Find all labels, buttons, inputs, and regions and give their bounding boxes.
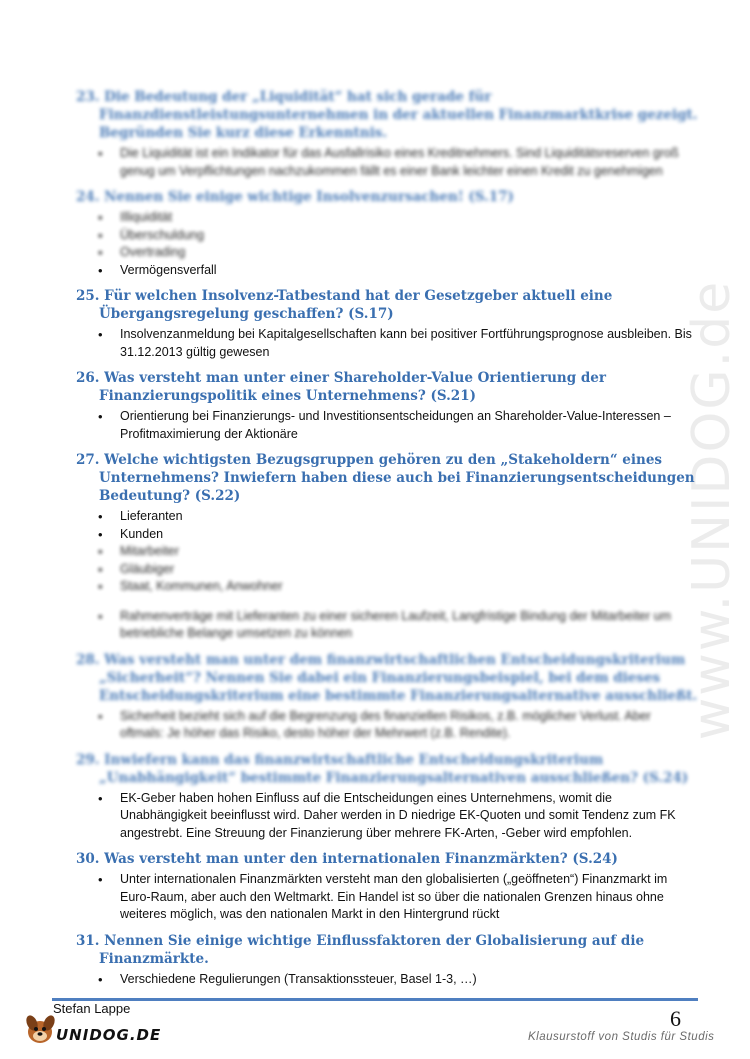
question-23	[76, 88, 698, 180]
list-item: • Die Liquidität ist ein Indikator für das Ausfallrisiko eines Kreditnehmers. Sind Liquiditätsreserven groß genug um Verpflichtungen nachzukommen fällt es einer Bank leichter einen Kredit zu genehmigen	[76, 145, 698, 180]
answer-list	[76, 408, 698, 443]
question-title: 28. Was versteht man unter dem finanzwirtschaftlichen Entscheidungskriterium „Sicherheit“? Nennen Sie dabei ein Finanzierungsbeispiel, bei dem dieses Entscheidungskriterium eine bestimmte Finanzierungsalternative ausschließt.	[76, 651, 698, 704]
answer-list	[76, 326, 698, 361]
question-31	[76, 932, 698, 989]
list-item: • Verschiedene Regulierungen (Transaktionssteuer, Basel 1-3, …)	[76, 971, 698, 989]
answer-list	[76, 790, 698, 843]
list-item: • Überschuldung	[76, 227, 698, 245]
question-27	[76, 451, 698, 643]
question-title: 30. Was versteht man unter den internationalen Finanzmärkten? (S.24)	[76, 851, 618, 867]
list-item: • Gläubiger	[76, 561, 698, 579]
list-item: • Overtrading	[76, 244, 698, 262]
watermark-text: www.UNIDOG.de	[682, 279, 742, 741]
answer-list	[76, 508, 698, 596]
list-item: • Unter internationalen Finanzmärkten versteht man den globalisierten („geöffneten“) Finanzmarkt im Euro-Raum, aber auch den Weltmarkt. Ein Handel ist so über die nationalen Grenzen hinaus ohne weiteres möglich, was den nationalen Markt in den Hintergrund rückt	[76, 871, 698, 924]
question-29	[76, 751, 698, 843]
answer-list	[76, 145, 698, 180]
question-26	[76, 369, 698, 443]
question-30	[76, 850, 698, 924]
document-body	[76, 88, 698, 996]
unidog-logo	[24, 1012, 162, 1048]
logo-text: UNIDOG.DE	[56, 1026, 162, 1044]
list-item: • Illiquidität	[76, 209, 698, 227]
dog-mascot-icon	[24, 1012, 58, 1046]
answer-list	[76, 209, 698, 279]
list-item: • Orientierung bei Finanzierungs- und Investitionsentscheidungen an Shareholder-Value-Interessen – Profitmaximierung der Aktionäre	[76, 408, 698, 443]
answer-list	[76, 708, 698, 743]
page-number: 6	[670, 1006, 681, 1031]
footer-claim: Klausurstoff von Studis für Studis	[528, 1031, 715, 1043]
list-item: • Vermögensverfall	[76, 262, 698, 280]
question-25	[76, 287, 698, 361]
list-item: • Kunden	[76, 526, 698, 544]
list-item: • Insolvenzanmeldung bei Kapitalgesellschaften kann bei positiver Fortführungsprognose ausbleiben. Bis 31.12.2013 gültig gewesen	[76, 326, 698, 361]
question-title: 23. Die Bedeutung der „Liquidität“ hat sich gerade für Finanzdienstleistungsunternehmen in der aktuellen Finanzmarktkrise gezeigt. Begründen Sie kurz diese Erkenntnis.	[76, 89, 698, 141]
footer-divider	[52, 998, 698, 1001]
answer-list	[76, 608, 698, 643]
list-item: • EK-Geber haben hohen Einfluss auf die Entscheidungen eines Unternehmens, womit die Unabhängigkeit beeinflusst wird. Daher werden in D niedrige EK-Quoten und somit Tendenz zum FK angestrebt. Eine Streuung der Finanzierung über mehrere FK-Arten, -Geber wird empfohlen.	[76, 790, 698, 843]
question-24	[76, 188, 698, 279]
question-title: 31. Nennen Sie einige wichtige Einflussfaktoren der Globalisierung auf die Finanzmärkte.	[76, 932, 645, 967]
list-item: • Sicherheit bezieht sich auf die Begrenzung des finanziellen Risikos, z.B. möglicher Verlust. Aber oftmals: Je höher das Risiko, desto höher der Mehrwert (z.B. Rendite).	[76, 708, 698, 743]
question-title: 24. Nennen Sie einige wichtige Insolvenzursachen! (S.17)	[76, 189, 514, 205]
answer-list	[76, 971, 698, 989]
question-title: 29. Inwiefern kann das finanzwirtschaftliche Entscheidungskriterium „Unabhängigkeit“ bestimmte Finanzierungsalternativen ausschließen? (S.24)	[76, 751, 689, 786]
list-item: • Staat, Kommunen, Anwohner	[76, 578, 698, 596]
footer-author: Stefan Lappe	[53, 1001, 131, 1016]
question-title: 27. Welche wichtigsten Bezugsgruppen gehören zu den „Stakeholdern“ eines Unternehmens? Inwiefern haben diese auch bei Finanzierungsentscheidungen Bedeutung? (S.22)	[76, 452, 695, 504]
list-item: • Mitarbeiter	[76, 543, 698, 561]
question-title: 26. Was versteht man unter einer Shareholder-Value Orientierung der Finanzierungspolitik eines Unternehmens? (S.21)	[76, 370, 607, 404]
question-28	[76, 651, 698, 743]
answer-list	[76, 871, 698, 924]
question-title: 25. Für welchen Insolvenz-Tatbestand hat der Gesetzgeber aktuell eine Übergangsregelung geschaffen? (S.17)	[76, 288, 613, 322]
list-item: • Lieferanten	[76, 508, 698, 526]
list-item: • Rahmenverträge mit Lieferanten zu einer sicheren Laufzeit, Langfristige Bindung der Mitarbeiter um betriebliche Belange umsetzen zu können	[76, 608, 698, 643]
